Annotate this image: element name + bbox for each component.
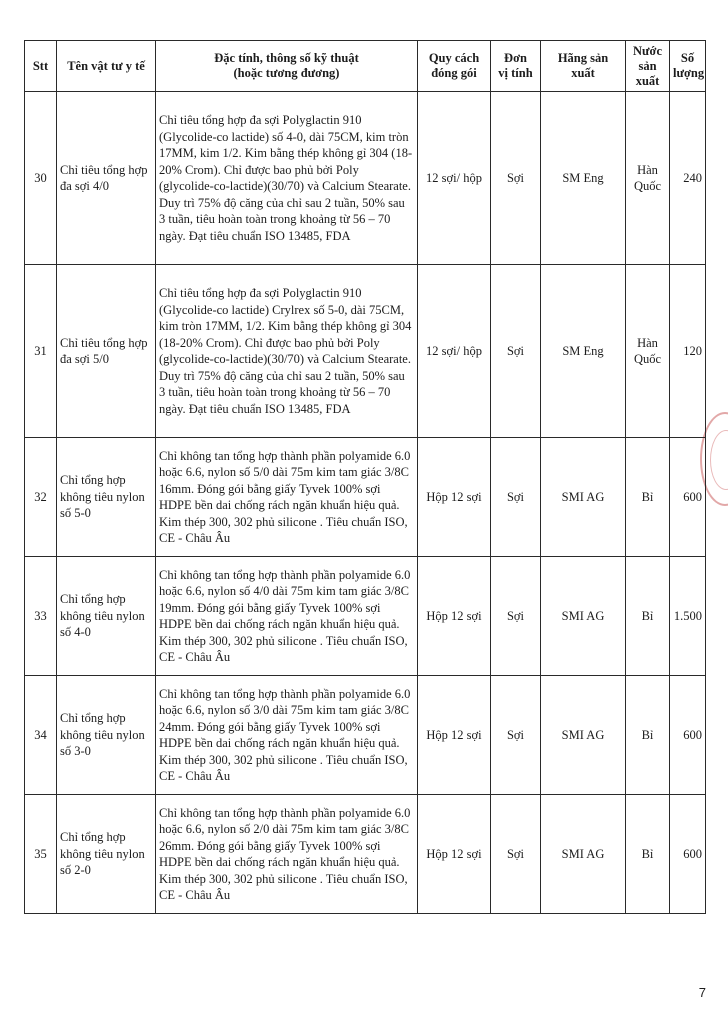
- header-qty: Số lượng: [670, 41, 706, 92]
- header-brand: Hãng sản xuất: [541, 41, 626, 92]
- cell-unit: Sợi: [491, 795, 541, 914]
- cell-pack: Hộp 12 sợi: [418, 795, 491, 914]
- header-pack: Quy cách đóng gói: [418, 41, 491, 92]
- cell-pack: Hộp 12 sợi: [418, 438, 491, 557]
- cell-qty: 600: [670, 676, 706, 795]
- table-row: [25, 676, 706, 795]
- header-spec: Đặc tính, thông số kỹ thuật (hoặc tương đương): [156, 41, 418, 92]
- table-row: [25, 92, 706, 265]
- cell-origin: Hàn Quốc: [626, 92, 670, 265]
- cell-brand: SMI AG: [541, 676, 626, 795]
- cell-unit: Sợi: [491, 265, 541, 438]
- header-stt: Stt: [25, 41, 57, 92]
- cell-name: Chỉ tiêu tổng hợp đa sợi 5/0: [57, 265, 156, 438]
- cell-unit: Sợi: [491, 438, 541, 557]
- cell-name: Chỉ tổng hợp không tiêu nylon số 4-0: [57, 557, 156, 676]
- cell-qty: 120: [670, 265, 706, 438]
- cell-origin: Hàn Quốc: [626, 265, 670, 438]
- cell-brand: SM Eng: [541, 92, 626, 265]
- cell-origin: Bỉ: [626, 795, 670, 914]
- table-header-row: [25, 41, 706, 92]
- cell-unit: Sợi: [491, 676, 541, 795]
- spec-main: Chỉ không tan tổng hợp thành phần polyamide 6.0 hoặc 6.6, nylon số 5/0 dài 75m kim tam giác 3/8C 16mm. Đóng gói bằng giấy Tyvek 100% sợi HDPE bền dai chống rách ngăn khuẩn hiệu quả. Kim thép 300, 302 phủ silicone . Tiêu chuẩn ISO, CE - Châu Âu: [159, 448, 411, 545]
- cell-unit: Sợi: [491, 557, 541, 676]
- cell-stt: 30: [25, 92, 57, 265]
- spec-main: Chỉ tiêu tổng hợp đa sợi Polyglactin 910 (Glycolide-co lactide) số 4-0, dài 75CM, kim tròn 17MM, kim 1/2. Kim bằng thép không gỉ 304 (18-20% Crom). Chỉ được bao phủ bởi Poly (glycolide-co-lactide)(30/70) và Calcium Stearate.: [159, 113, 413, 193]
- table-row: [25, 795, 706, 914]
- spec-main: Chỉ không tan tổng hợp thành phần polyamide 6.0 hoặc 6.6, nylon số 4/0 dài 75m kim tam giác 3/8C 19mm. Đóng gói bằng giấy Tyvek 100% sợi HDPE bền dai chống rách ngăn khuẩn hiệu quả. Kim thép 300, 302 phủ silicone . Tiêu chuẩn ISO, CE - Châu Âu: [159, 567, 411, 664]
- cell-origin: Bỉ: [626, 676, 670, 795]
- cell-brand: SMI AG: [541, 438, 626, 557]
- cell-origin: Bỉ: [626, 438, 670, 557]
- cell-brand: SMI AG: [541, 795, 626, 914]
- cell-qty: 1.500: [670, 557, 706, 676]
- cell-qty: 600: [670, 795, 706, 914]
- cell-spec: [156, 438, 418, 557]
- cell-pack: Hộp 12 sợi: [418, 557, 491, 676]
- cell-pack: 12 sợi/ hộp: [418, 92, 491, 265]
- cell-name: Chỉ tổng hợp không tiêu nylon số 5-0: [57, 438, 156, 557]
- table-row: [25, 557, 706, 676]
- cell-pack: 12 sợi/ hộp: [418, 265, 491, 438]
- page-number: 7: [698, 985, 706, 1000]
- spec-main: Chỉ tiêu tổng hợp đa sợi Polyglactin 910 (Glycolide-co lactide) Crylrex số 5-0, dài 75CM, kim tròn 17MM, 1/2. Kim bằng thép không gỉ 304 (18-20% Crom). Chỉ được bao phủ bởi Poly (glycolide-co-lactide)(30/70) và Calcium Stearate.: [159, 286, 412, 366]
- cell-stt: 31: [25, 265, 57, 438]
- cell-name: Chỉ tổng hợp không tiêu nylon số 2-0: [57, 795, 156, 914]
- table-row: [25, 265, 706, 438]
- table-row: [25, 438, 706, 557]
- cell-spec: [156, 676, 418, 795]
- cell-name: Chỉ tổng hợp không tiêu nylon số 3-0: [57, 676, 156, 795]
- cell-spec: [156, 795, 418, 914]
- cell-spec: [156, 92, 418, 265]
- cell-spec: [156, 265, 418, 438]
- cell-brand: SMI AG: [541, 557, 626, 676]
- cell-unit: Sợi: [491, 92, 541, 265]
- header-name: Tên vật tư y tế: [57, 41, 156, 92]
- header-unit: Đơn vị tính: [491, 41, 541, 92]
- cell-spec: [156, 557, 418, 676]
- spec-main: Chỉ không tan tổng hợp thành phần polyamide 6.0 hoặc 6.6, nylon số 2/0 dài 75m kim tam giác 3/8C 26mm. Đóng gói bằng giấy Tyvek 100% sợi HDPE bền dai chống rách ngăn khuẩn hiệu quả. Kim thép 300, 302 phủ silicone . Tiêu chuẩn ISO, CE - Châu Âu: [159, 805, 411, 902]
- cell-stt: 33: [25, 557, 57, 676]
- cell-stt: 34: [25, 676, 57, 795]
- cell-stt: 35: [25, 795, 57, 914]
- spec-extra: Duy trì 75% độ căng của chỉ sau 2 tuần, 50% sau 3 tuần, tiêu hoàn toàn trong khoảng từ 56 – 70 ngày. Đạt tiêu chuẩn ISO 13485, FDA: [159, 368, 405, 416]
- cell-name: Chỉ tiêu tổng hợp đa sợi 4/0: [57, 92, 156, 265]
- spec-main: Chỉ không tan tổng hợp thành phần polyamide 6.0 hoặc 6.6, nylon số 3/0 dài 75m kim tam giác 3/8C 24mm. Đóng gói bằng giấy Tyvek 100% sợi HDPE bền dai chống rách ngăn khuẩn hiệu quả. Kim thép 300, 302 phủ silicone . Tiêu chuẩn ISO, CE - Châu Âu: [159, 686, 411, 783]
- spec-extra: Duy trì 75% độ căng của chỉ sau 2 tuần, 50% sau 3 tuần, tiêu hoàn toàn trong khoảng từ 56 – 70 ngày. Đạt tiêu chuẩn ISO 13485, FDA: [159, 195, 405, 243]
- cell-pack: Hộp 12 sợi: [418, 676, 491, 795]
- header-origin: Nước sản xuất: [626, 41, 670, 92]
- cell-qty: 240: [670, 92, 706, 265]
- cell-stt: 32: [25, 438, 57, 557]
- medical-supplies-table: [24, 40, 706, 914]
- cell-qty: 600: [670, 438, 706, 557]
- cell-brand: SM Eng: [541, 265, 626, 438]
- cell-origin: Bỉ: [626, 557, 670, 676]
